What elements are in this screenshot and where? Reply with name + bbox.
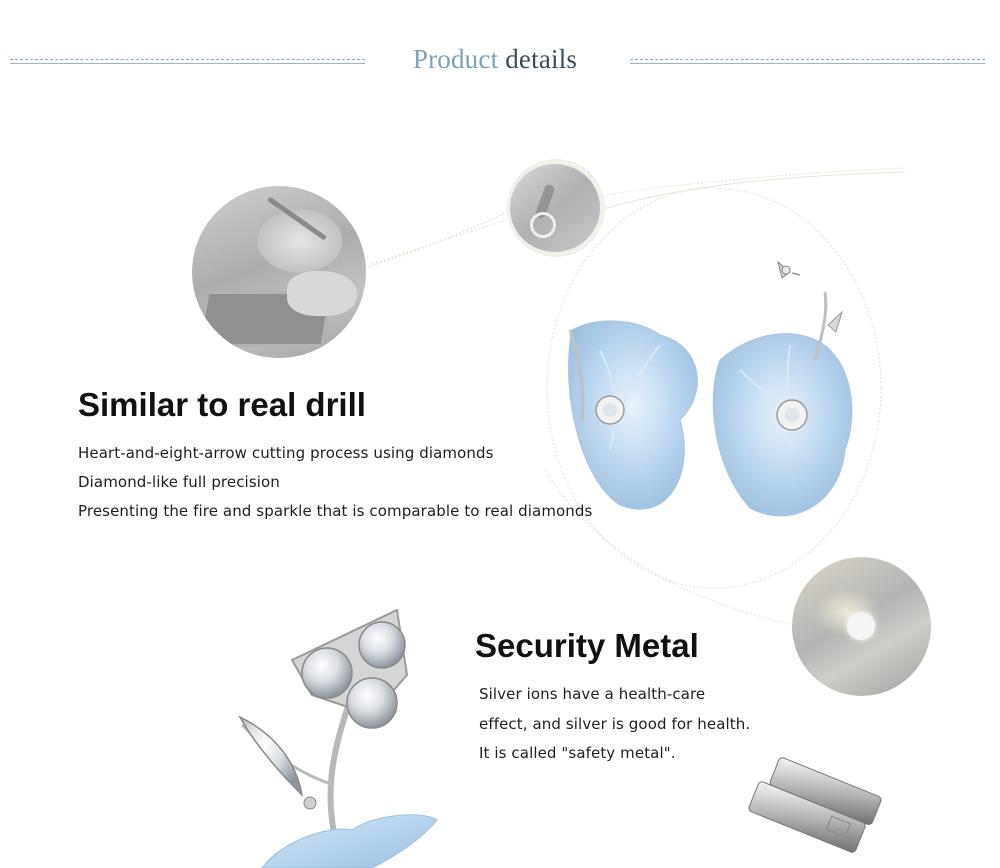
description-line: Silver ions have a health-care — [479, 685, 706, 703]
blue-flower-stud-earrings — [560, 250, 860, 525]
jeweler-detail-photo — [510, 164, 600, 252]
description-line: Presenting the fire and sparkle that is comparable to real diamonds — [78, 502, 593, 520]
description-line: Diamond-like full precision — [78, 473, 280, 491]
section-description-similar-drill — [78, 443, 592, 530]
hand-shape — [287, 271, 357, 316]
silver-ingots — [745, 755, 895, 855]
section-title-word-1: Product — [412, 44, 499, 74]
metal-piece-shape — [847, 612, 875, 640]
jeweler-crafting-photo — [192, 186, 366, 358]
description-line: effect, and silver is good for health. — [479, 714, 751, 733]
metal-working-photo — [792, 557, 931, 696]
ring-shape — [530, 212, 556, 238]
section-heading-security-metal: Security Metal — [475, 627, 699, 664]
section-heading-similar-drill: Similar to real drill — [78, 386, 366, 423]
section-title-word-2: details — [505, 44, 578, 74]
description-line: Heart-and-eight-arrow cutting process using diamonds — [78, 444, 494, 462]
crystal-flower-pendant — [222, 605, 452, 868]
tweezer-shape — [267, 196, 327, 240]
description-line: It is called "safety metal". — [479, 744, 676, 762]
section-description-security-metal — [479, 684, 750, 773]
